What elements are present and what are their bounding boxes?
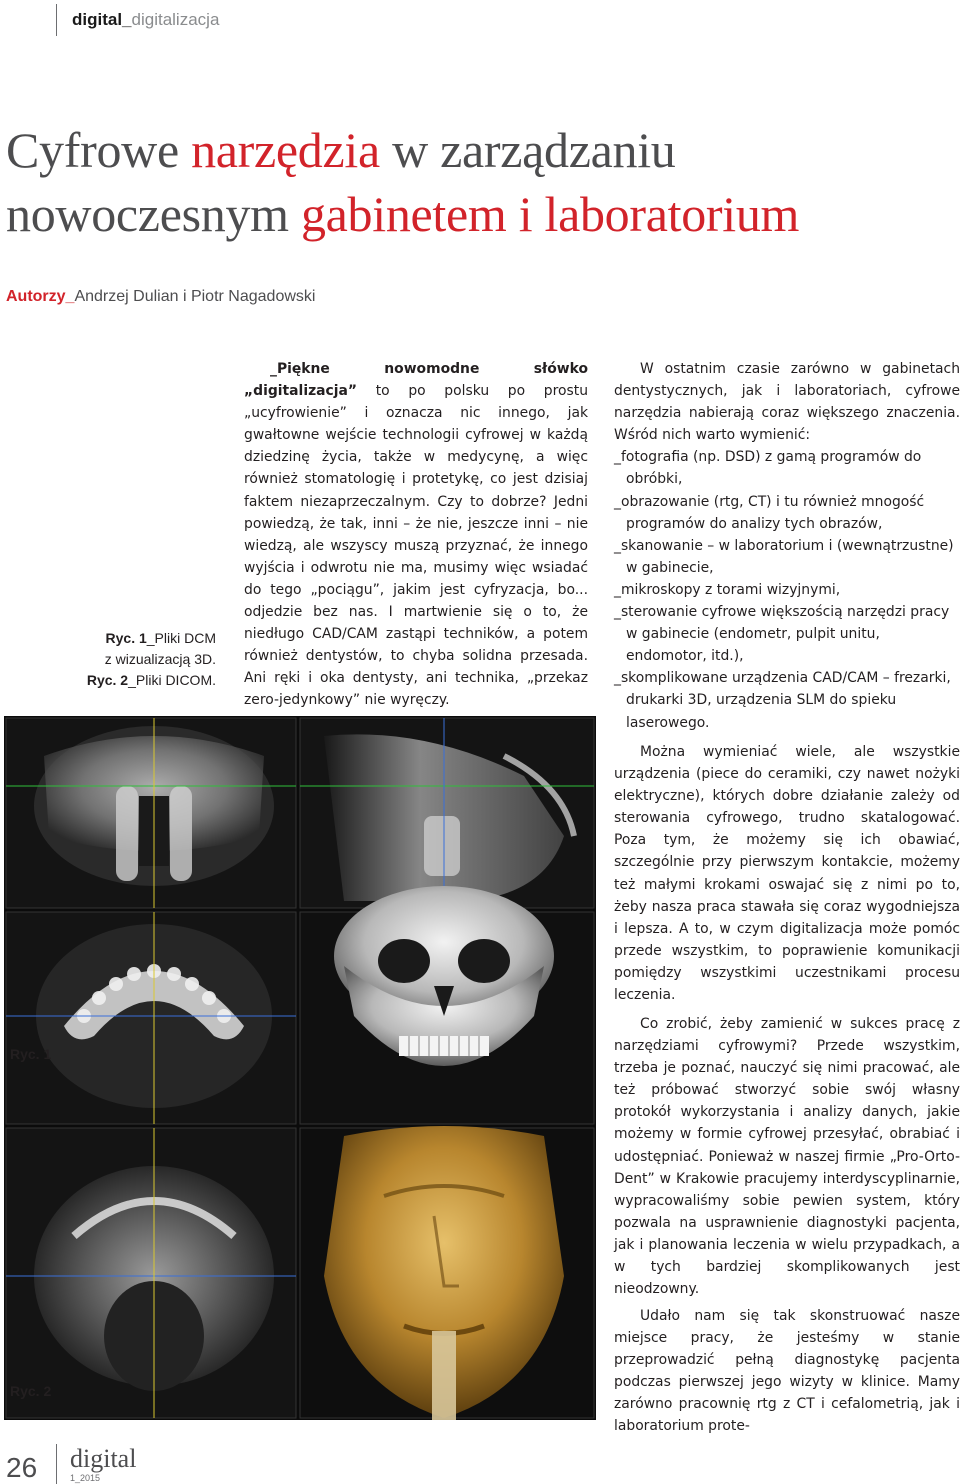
list-item: _skanowanie – w laboratorium i (wewnątrzustne) w gabinecie,	[614, 537, 954, 576]
right-column-para-4	[614, 1305, 960, 1438]
figure-captions	[60, 628, 216, 691]
section-header-bold: digital_	[72, 10, 132, 29]
title-accent-2: gabinetem i laboratorium	[300, 186, 800, 242]
magazine-name: digital	[70, 1444, 137, 1473]
footer-divider	[56, 1444, 57, 1484]
title-part-4: nowoczesnym	[6, 186, 301, 242]
list-item: _mikroskopy z torami wizyjnymi,	[614, 581, 841, 598]
intro-body: to po polsku po prostu „ucyfrowienie” i oznacza nic innego, jak gwałtowne wejście technologii cyfrowej w każdą dziedzinę życia, także w medycynę, a więc również stomatologię i protetykę, co jest dzisiaj faktem niezaprzeczalnym. Czy to dobrze? Jedni powiedzą, że tak, inni – że nie, jeszcze inni – nie wiedzą, ale wszyscy muszą przyznać, że innego wyjścia i odwrotu nie ma, musimy więc wsiadać do tego „pociągu”, jakim jest cyfryzacja, bo... odjedzie bez nas. I martwienie się o to, że niedługo CAD/CAM zastąpi techników, a potem również dentystów, to chyba solidna przesada. Ani ręki i oka dentysty, ani technika, „przekaz zero-jedynkowy” nie wyręczy.	[244, 383, 588, 709]
paragraph: Można wymieniać wiele, ale wszystkie urządzenia (piece do ceramiki, czy nawet nożyki elektryczne), których dobre działanie zależy od sterowania cyfrowego, trudno skatalogować. Poza tym, że możemy się ich obawiać, szczególnie przy pierwszym kontakcie, możemy też małymi krokami oswajać się z nimi po to, żeby nasza praca stawała się coraz wygodniejsza i lepsza. A to, w czym digitalizacja może pomóc przede wszystkim, to poprawienie komunikacji pomiędzy wszystkimi uczestnikami procesu leczenia.	[614, 744, 960, 1004]
list-item: _sterowanie cyfrowe większością narzędzi pracy w gabinecie (endometr, pulpit unitu, endomotor, itd.),	[614, 604, 950, 665]
article-title	[6, 118, 956, 246]
intro-paragraph	[244, 358, 588, 712]
list-item: _fotografia (np. DSD) z gamą programów do obróbki,	[614, 449, 922, 488]
list-item: _skomplikowane urządzenia CAD/CAM – frezarki, drukarki 3D, urządzenia SLM do spieku laserowego.	[614, 670, 951, 731]
ct-scan-image	[4, 716, 596, 1126]
figure-ryc-1	[4, 716, 596, 1126]
title-part-3: w zarządzaniu	[379, 122, 676, 178]
authors-line	[6, 288, 315, 306]
paragraph: Udało nam się tak skonstruować nasze miejsce pracy, że jesteśmy w stanie przeprowadzić pełną diagnostykę pacjenta podczas pierwszej jego wizyty w klinice. Mamy zarówno pracownię rtg z CT i cefalometrią, jak i laboratorium prote-	[614, 1308, 960, 1435]
paragraph: Co zrobić, żeby zamienić w sukces pracę z narzędziami cyfrowymi? Przede wszystkim, trzeba je poznać, nauczyć się nimi pracować, ale też próbować stworzyć sobie swój własny protokół wykorzystania i analizy danych, jakie możemy w formie cyfrowej przesyłać, obrabiać i udostępniać. Ponieważ w naszej firmie „Pro-Orto-Dent” w Krakowie pracujemy interdyscyplinarnie, wypracowaliśmy sobie pewien system, który pozwala na usprawnienie diagnostyki pacjenta, jak i planowania leczenia w wielu przypadkach, a w tych bardziej skomplikowanych jest nieodzowny.	[614, 1016, 960, 1298]
figure-label-ryc-1: Ryc. 1	[10, 1046, 52, 1062]
intro-column	[244, 358, 588, 712]
caption-ryc-2: Ryc. 2_Pliki DICOM.	[86, 672, 216, 688]
authors-names: Andrzej Dulian i Piotr Nagadowski	[74, 288, 316, 305]
caption-ryc-1-cont: z wizualizacją 3D.	[104, 651, 216, 667]
authors-label: Autorzy_	[6, 288, 75, 305]
tools-list	[614, 446, 960, 733]
caption-ryc-1: Ryc. 1_Pliki DCM	[105, 630, 216, 646]
page-footer	[0, 1440, 200, 1484]
right-intro-paragraph: W ostatnim czasie zarówno w gabinetach dentystycznych, jak i laboratoriach, cyfrowe narzędzia nabierają coraz większego znaczenia. Wśród nich warto wymienić:	[614, 361, 960, 444]
section-header-light: digitalizacja	[131, 10, 220, 29]
page-number: 26	[6, 1452, 38, 1483]
right-column-para-3	[614, 1013, 960, 1300]
intro-lead: _Piękne nowomodne słówko „digitalizacja”	[244, 361, 588, 400]
right-column-intro	[614, 358, 960, 734]
section-header	[72, 10, 219, 30]
list-item: _obrazowanie (rtg, CT) i tu również mnogość programów do analizy tych obrazów,	[614, 493, 925, 532]
figure-ryc-2	[4, 1126, 596, 1420]
title-part-1: Cyfrowe	[6, 122, 192, 178]
right-column-para-2	[614, 741, 960, 1006]
header-divider	[56, 4, 57, 36]
title-accent-1: narzędzia	[191, 122, 380, 178]
issue-number: 1_2015	[70, 1473, 101, 1483]
dicom-image	[4, 1126, 596, 1420]
figure-label-ryc-2: Ryc. 2	[10, 1383, 52, 1399]
